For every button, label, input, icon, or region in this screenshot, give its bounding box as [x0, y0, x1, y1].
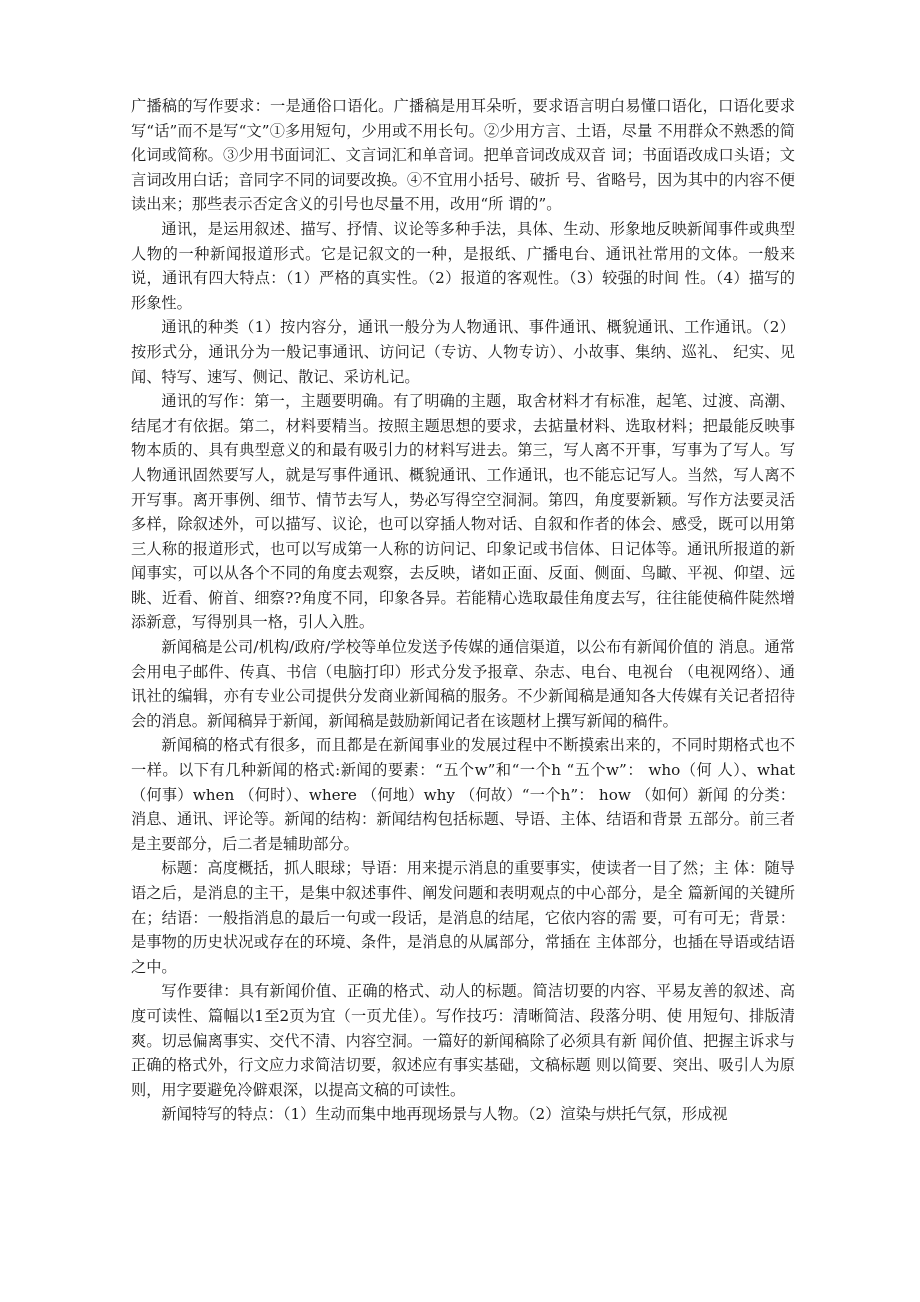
- paragraph-press-release-format: 新闻稿的格式有很多，而且都是在新闻事业的发展过程中不断摸索出来的，不同时期格式也不一样。以下有几种新闻的格式:新闻的要素：“五个w”和“一个h “五个w”： who（何 人）、what （何事）when （何时）、where （何地）why （何故）“一个h”： how （如何）新闻 的分类：消息、通讯、评论等。新闻的结构：新闻结构包括标题、导语、主体、结语和背景 五部分。前三者是主要部分，后二者是辅助部分。: [131, 736, 795, 853]
- paragraph-radio-script: 广播稿的写作要求：一是通俗口语化。广播稿是用耳朵听，要求语言明白易懂口语化，口语化要求写“话”而不是写“文”①多用短句，少用或不用长句。②少用方言、土语，尽量 不用群众不熟悉的简化词或简称。③少用书面词汇、文言词汇和单音词。把单音词改成双音 词；书面语改成口头语；文言词改用白话；音同字不同的词要改换。④不宜用小括号、破折 号、省略号，因为其中的内容不便读出来；那些表示否定含义的引号也尽量不用，改用“所 谓的”。: [131, 97, 795, 214]
- paragraph-tongxun-definition: 通讯，是运用叙述、描写、抒情、议论等多种手法，具体、生动、形象地反映新闻事件或典型人物的一种新闻报道形式。它是记叙文的一种，是报纸、广播电台、通讯社常用的文体。一般来说，通讯有四大特点：（1）严格的真实性。（2）报道的客观性。（3）较强的时间 性。（4）描写的形象性。: [131, 219, 795, 312]
- document-body: [131, 94, 795, 1127]
- paragraph-news-structure: 标题：高度概括，抓人眼球；导语：用来提示消息的重要事实，使读者一目了然；主 体：随导语之后，是消息的主干，是集中叙述事件、阐发问题和表明观点的中心部分，是全 篇新闻的关键所在；结语：一般指消息的最后一句或一段话，是消息的结尾，它依内容的需 要，可有可无；背景：是事物的历史状况或存在的环境、条件，是消息的从属部分，常插在 主体部分，也插在导语或结语之中。: [131, 859, 795, 976]
- paragraph-tongxun-types: 通讯的种类（1）按内容分，通讯一般分为人物通讯、事件通讯、概貌通讯、工作通讯。（2）按形式分，通讯分为一般记事通讯、访问记（专访、人物专访）、小故事、集纳、巡礼、 纪实、见闻、特写、速写、侧记、散记、采访札记。: [131, 318, 795, 386]
- paragraph-press-release: 新闻稿是公司/机构/政府/学校等单位发送予传媒的通信渠道，以公布有新闻价值的 消息。通常会用电子邮件、传真、书信（电脑打印）形式分发予报章、杂志、电台、电视台 （电视网络）、通讯社的编辑，亦有专业公司提供分发商业新闻稿的服务。不少新闻稿是通知各大传媒有关记者招待会的消息。新闻稿异于新闻，新闻稿是鼓励新闻记者在该题材上撰写新闻的稿件。: [131, 638, 795, 730]
- paragraph-writing-rules: 写作要律：具有新闻价值、正确的格式、动人的标题。简洁切要的内容、平易友善的叙述、高度可读性、篇幅以1至2页为宜（一页尤佳）。写作技巧：清晰简洁、段落分明、使 用短句、排版清爽。切忌偏离事实、交代不清、内容空洞。一篇好的新闻稿除了必须具有新 闻价值、把握主诉求与正确的格式外，行文应力求简洁切要，叙述应有事实基础，文稿标题 则以简要、突出、吸引人为原则，用字要避免冷僻艰深，以提高文稿的可读性。: [131, 982, 795, 1099]
- paragraph-tongxun-writing: 通讯的写作：第一，主题要明确。有了明确的主题，取舍材料才有标准，起笔、过渡、高潮、结尾才有依据。第二，材料要精当。按照主题思想的要求，去掂量材料、选取材料；把最能反映事物本质的、具有典型意义的和最有吸引力的材料写进去。第三，写人离不开事，写事为了写人。写人物通讯固然要写人，就是写事件通讯、概貌通讯、工作通讯，也不能忘记写人。当然，写人离不开写事。离开事例、细节、情节去写人，势必写得空空洞洞。第四，角度要新颖。写作方法要灵活多样，除叙述外，可以描写、议论，也可以穿插人物对话、自叙和作者的体会、感受，既可以用第三人称的报道形式，也可以写成第一人称的访问记、印象记或书信体、日记体等。通讯所报道的新闻事实，可以从各个不同的角度去观察，去反映，诸如正面、反面、侧面、鸟瞰、平视、仰望、远眺、近看、俯首、细察??角度不同，印象各异。若能精心选取最佳角度去写，往往能使稿件陡然增添新意，写得别具一格，引人入胜。: [131, 392, 795, 632]
- paragraph-feature-story: 新闻特写的特点：（1）生动而集中地再现场景与人物。（2）渲染与烘托气氛，形成视: [161, 1105, 728, 1124]
